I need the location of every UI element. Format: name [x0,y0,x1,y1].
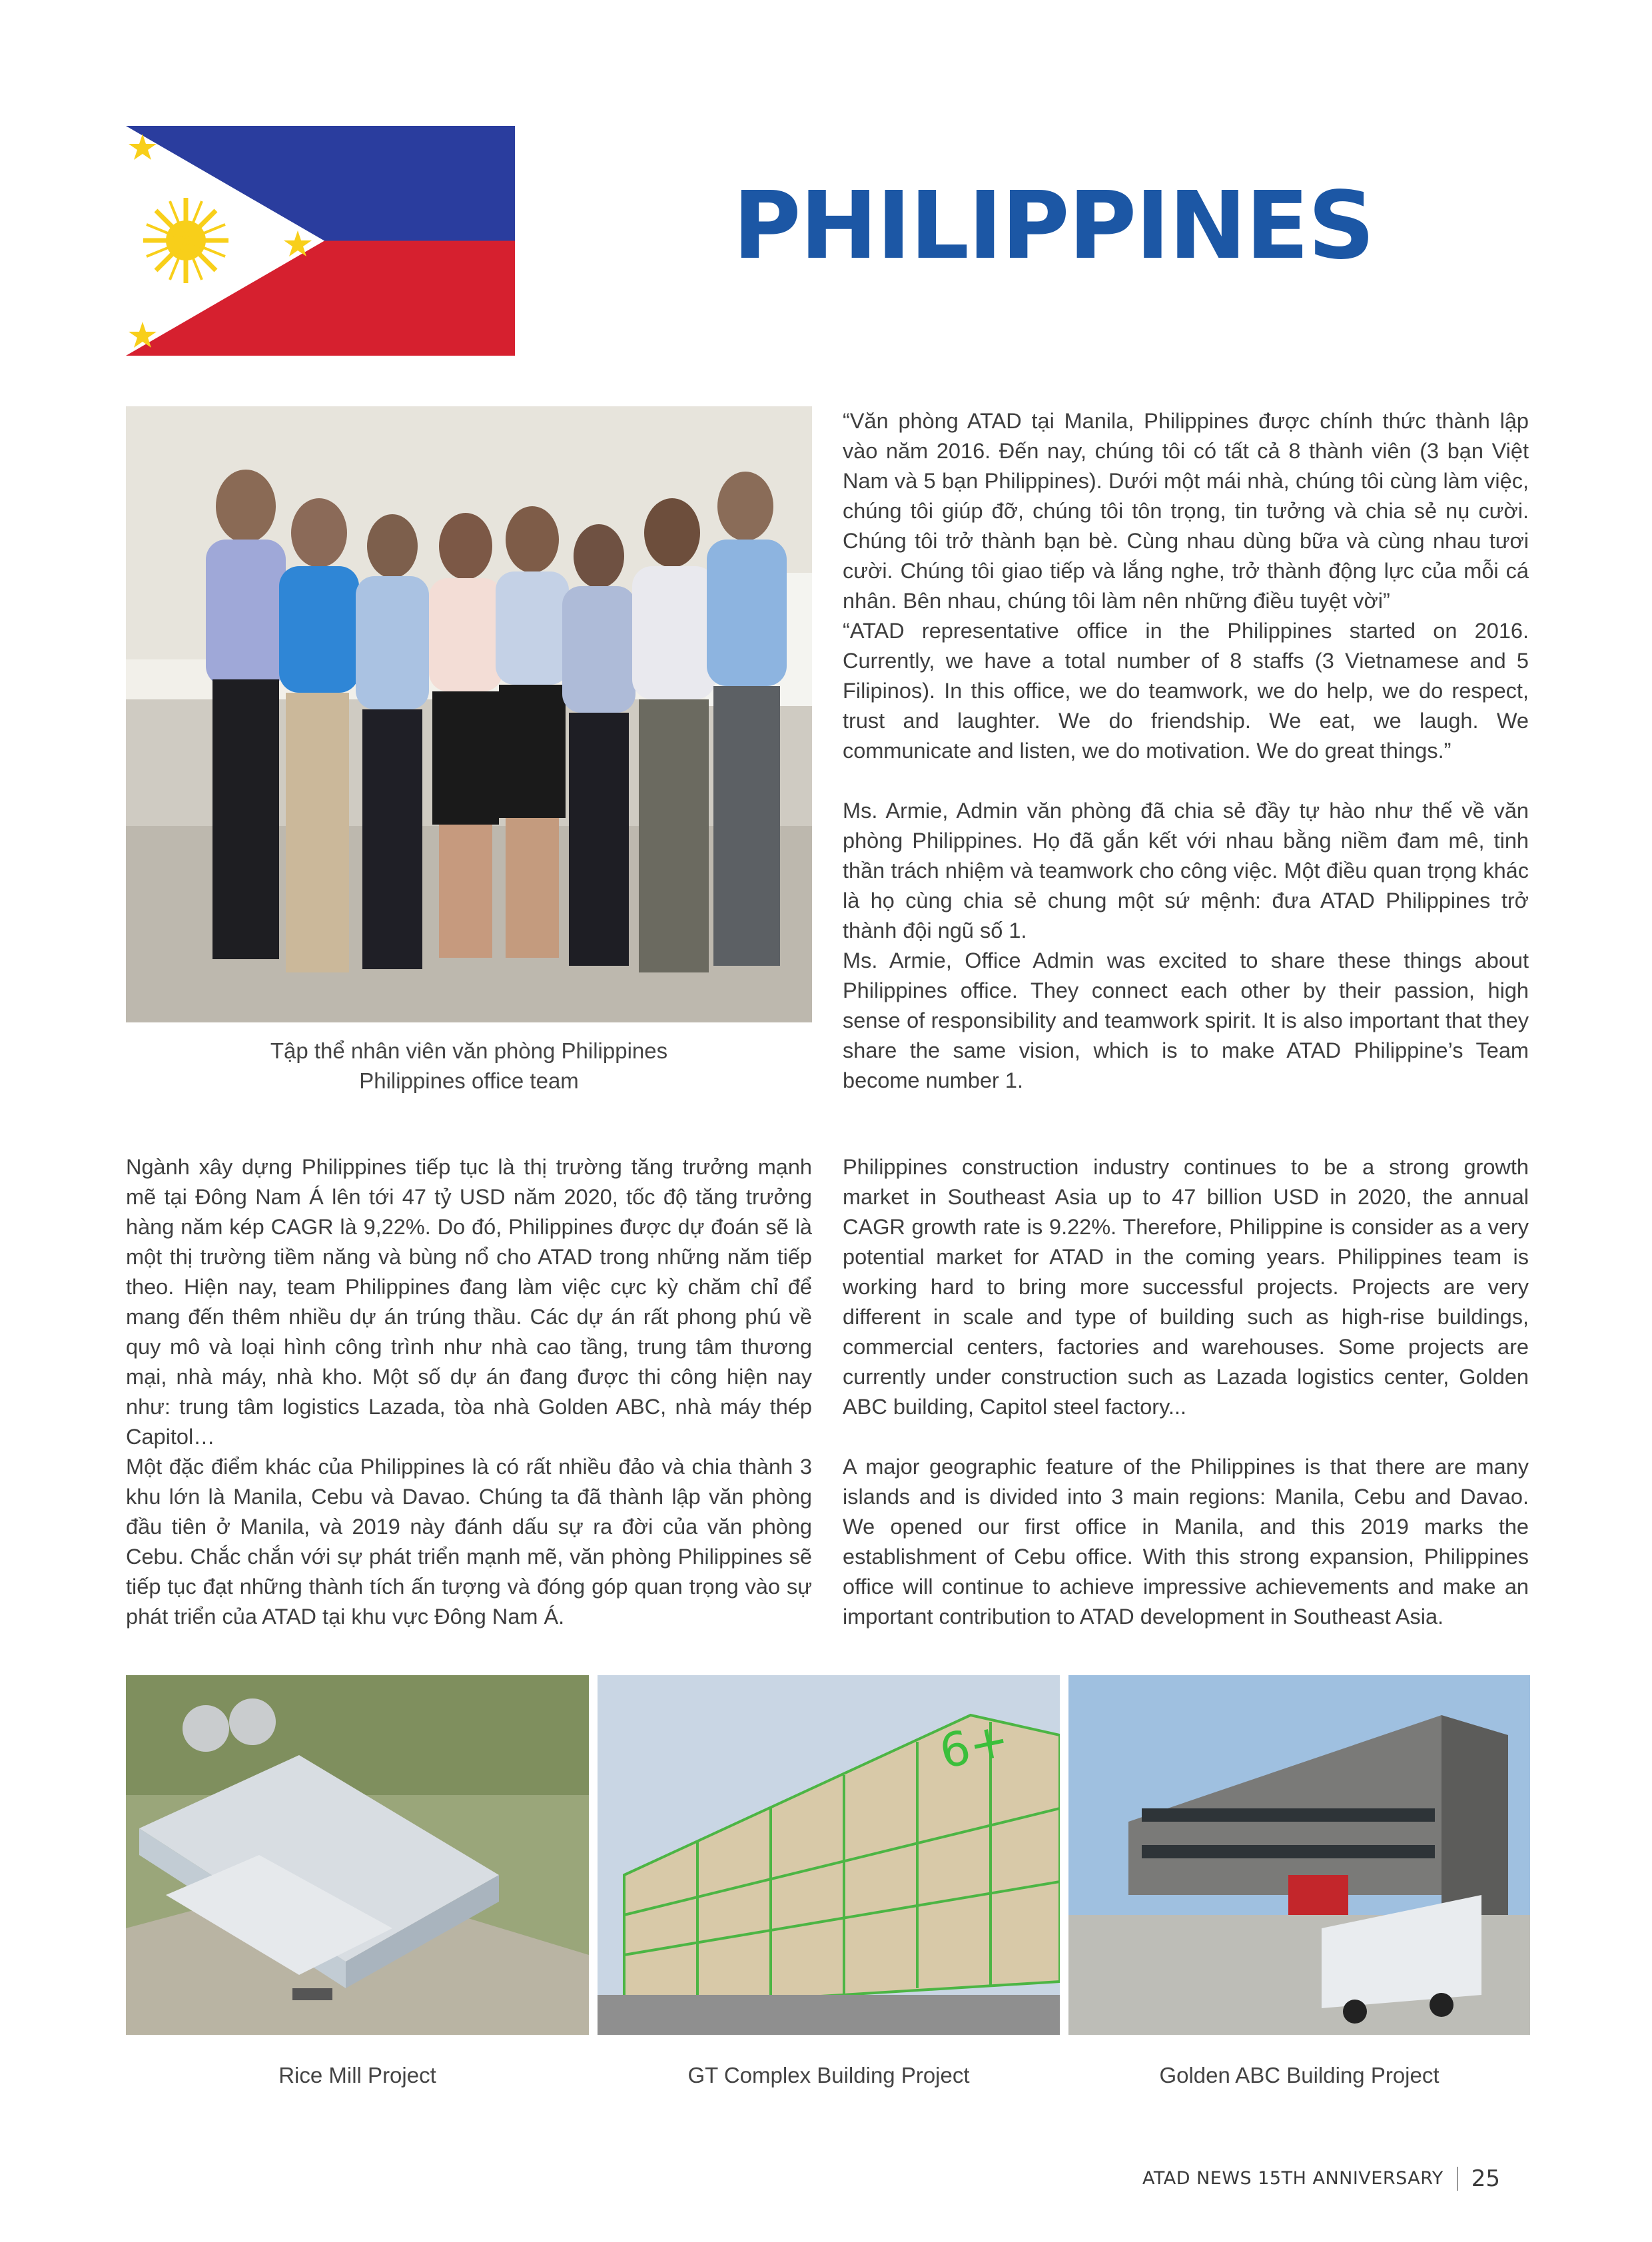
armie-en: Ms. Armie, Office Admin was excited to share these things about Philippines office. They connect each other by their passion, high sense of responsibility and teamwork spirit. It is also important that they share the same vision, which is to make ATAD Philippine’s Team become number 1. [843,948,1529,1092]
gt-sign: 6+ [935,1711,1014,1780]
gt-complex-photo [598,1675,1060,2035]
right-paragraph-2: A major geographic feature of the Philippines is that there are many islands and is divided into 3 main regions: Manila, Cebu and Davao. We opened our first office in Manila, and this 2019 marks the establishment of Cebu office. With this strong expansion, Philippines office will continue to achieve impressive achievements and make an important contribution to ATAD development in Southeast Asia. [843,1455,1529,1629]
page-title: PHILIPPINES [733,172,1374,280]
right-paragraph-1: Philippines construction industry continues to be a strong growth market in Southeast Asia up to 47 billion USD in 2020, the annual CAGR growth rate is 9.22%. Therefore, Philippine is consider as a very potential market for ATAD in the coming years. Philippines team is working hard to bring more successful projects. Projects are very different in scale and type of building such as high-rise buildings, commercial centers, factories and warehouses. Some projects are currently under construction such as Lazada logistics center, Golden ABC building, Capitol steel factory... [843,1155,1529,1419]
rice-mill-photo [126,1675,589,2035]
team-photo [126,406,812,1022]
quote-en: “ATAD representative office in the Philippines started on 2016. Currently, we have a total number of 8 staffs (3 Vietnamese and 5 Filipinos). In this office, we do teamwork, we do help, we do respect, trust and laughter. We do friendship. We eat, we laugh. We communicate and listen, we do motivation. We do great things.” [843,619,1529,763]
caption-vi: Tập thể nhân viên văn phòng Philippines [270,1038,668,1063]
footer-publication: ATAD NEWS 15TH ANNIVERSARY [1142,2168,1444,2189]
caption-en: Philippines office team [359,1068,579,1093]
quote-vi: “Văn phòng ATAD tại Manila, Philippines được chính thức thành lập vào năm 2016. Đến nay, chúng tôi có tất cả 8 thành viên (3 bạn Việt Nam và 5 bạn Philippines). Dưới một mái nhà, chúng tôi cùng làm việc, chúng tôi giúp đỡ, chúng tôi tôn trọng, tin tưởng và chia sẻ nụ cười. Chúng tôi trở thành bạn bè. Cùng nhau dùng bữa và cùng nhau tươi cười. Chúng tôi giao tiếp và lắng nghe, trở thành động lực của mỗi cá nhân. Bên nhau, chúng tôi làm nên những điều tuyệt vời” [843,409,1529,613]
team-photo-caption [126,1036,812,1096]
left-column [126,1152,812,1632]
quote-block [843,406,1529,1096]
right-column [843,1152,1529,1632]
gt-complex-caption: GT Complex Building Project [687,2063,970,2087]
left-paragraph-1: Ngành xây dựng Philippines tiếp tục là thị trường tăng trưởng mạnh mẽ tại Đông Nam Á lên tới 47 tỷ USD năm 2020, tốc độ tăng trưởng hàng năm kép CAGR là 9,22%. Do đó, Philippines được dự đoán sẽ là một thị trường tiềm năng và bùng nổ cho ATAD trong những năm tiếp theo. Hiện nay, team Philippines đang làm việc cực kỳ chăm chỉ để mang đến thêm nhiều dự án trúng thầu. Các dự án rất phong phú về quy mô và loại hình công trình như nhà cao tầng, trung tâm thương mại, nhà máy, nhà kho. Một số dự án đang được thi công hiện nay như: trung tâm logistics Lazada, tòa nhà Golden ABC, nhà máy thép Capitol… [126,1155,812,1449]
philippines-flag [126,126,515,356]
footer-divider [1457,2167,1458,2191]
page-number: 25 [1471,2165,1500,2192]
golden-abc-photo [1068,1675,1530,2035]
page-footer [1142,2163,1500,2193]
left-paragraph-2: Một đặc điểm khác của Philippines là có rất nhiều đảo và chia thành 3 khu lớn là Manila, Cebu và Davao. Chúng ta đã thành lập văn phòng đầu tiên ở Manila, và 2019 này đánh dấu sự ra đời của văn phòng Cebu. Chắc chắn với sự phát triển mạnh mẽ, văn phòng Philippines sẽ tiếp tục đạt những thành tích ấn tượng và đóng góp quan trọng vào sự phát triển của ATAD tại khu vực Đông Nam Á. [126,1455,812,1629]
golden-abc-caption: Golden ABC Building Project [1159,2063,1440,2087]
armie-vi: Ms. Armie, Admin văn phòng đã chia sẻ đầy tự hào như thế về văn phòng Philippines. Họ đã gắn kết với nhau bằng niềm đam mê, tinh thần trách nhiệm và teamwork cho công việc. Một điều quan trọng khác là họ cùng chia sẻ chung một sứ mệnh: đưa ATAD Philippines trở thành đội ngũ số 1. [843,799,1529,942]
rice-mill-caption: Rice Mill Project [278,2063,436,2087]
